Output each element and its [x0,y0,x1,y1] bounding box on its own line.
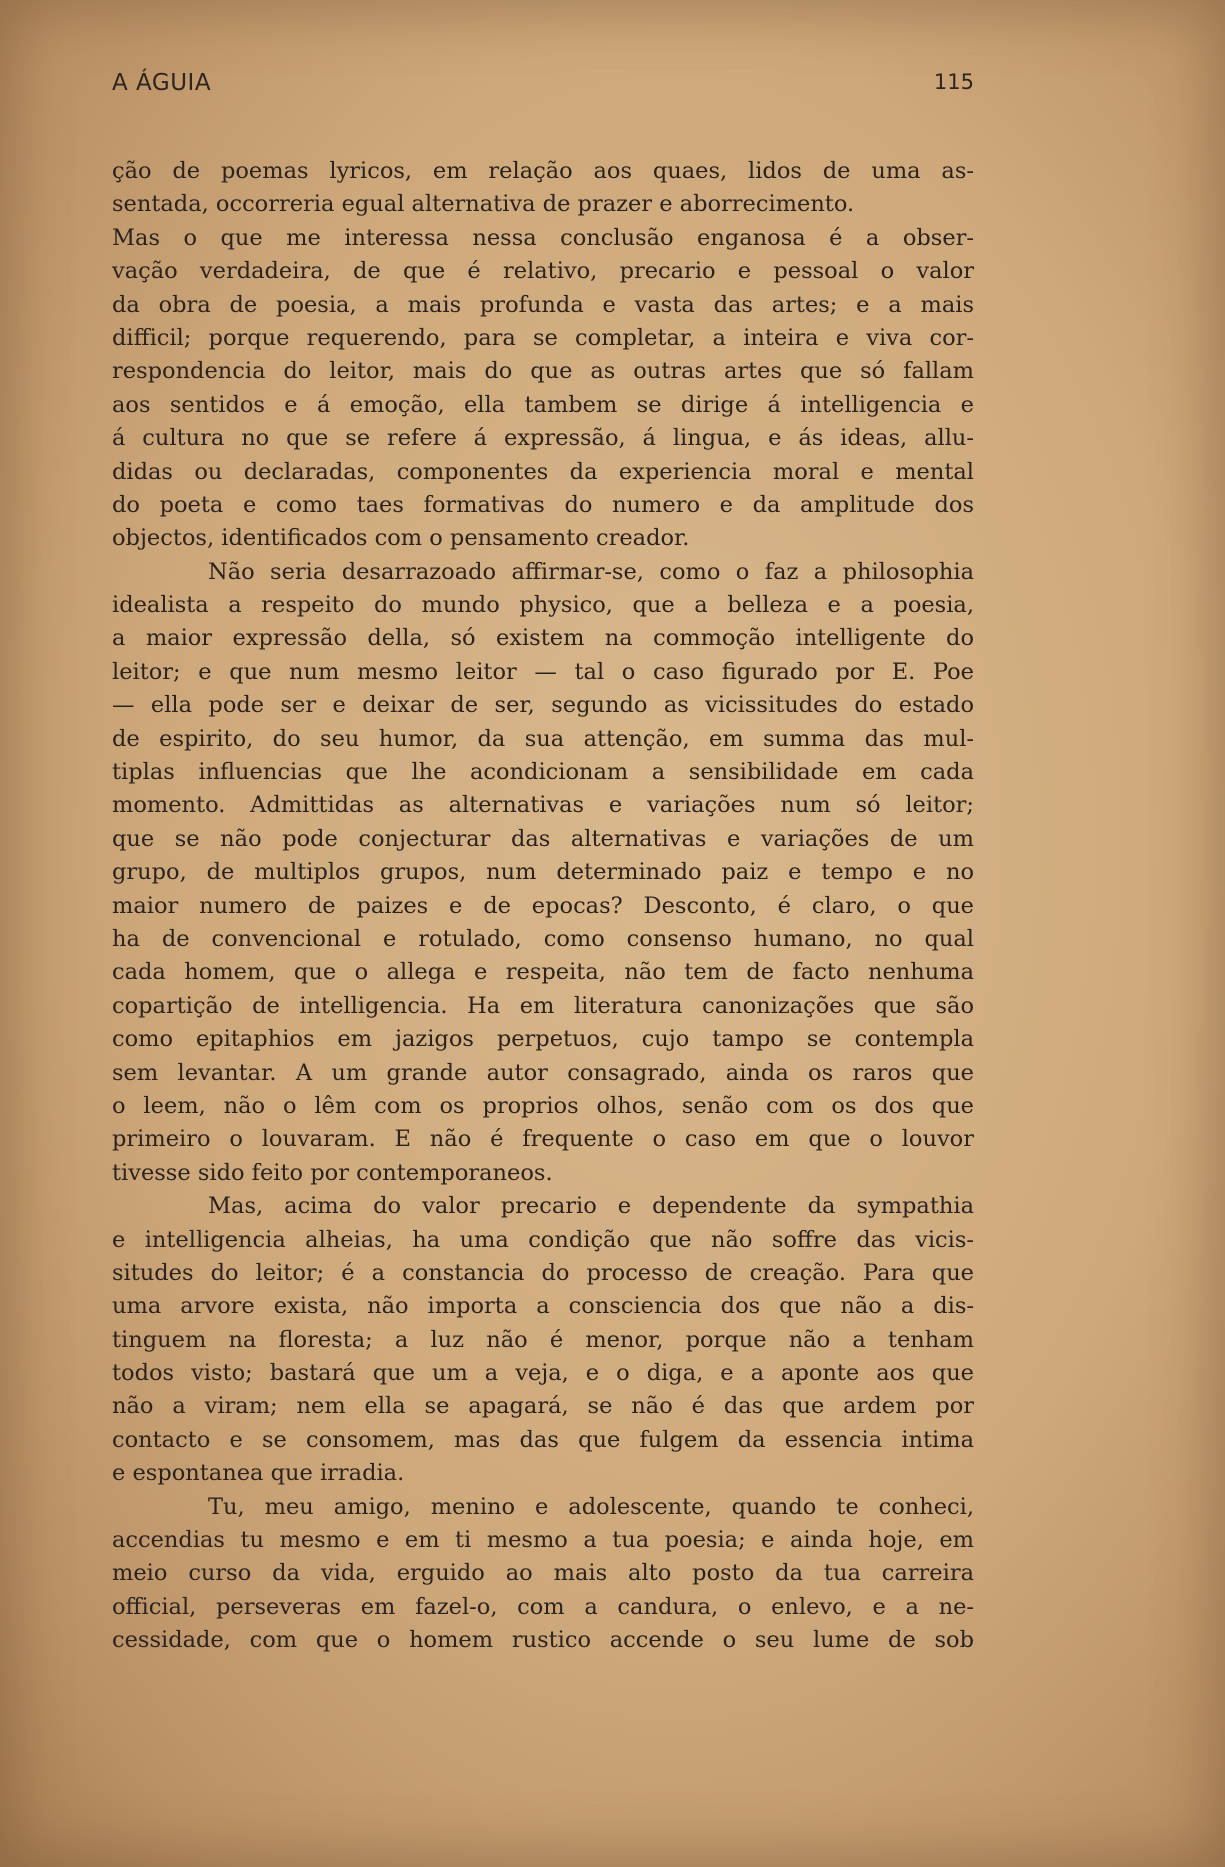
text-line: Mas, acima do valor precario e dependente da sympathia [208,1193,974,1220]
text-line: respondencia do leitor, mais do que as outras artes que só fallam [112,358,974,385]
text-line: á cultura no que se refere á expressão, á lingua, e ás ideas, allu- [112,425,974,452]
text-line: sem levantar. A um grande autor consagrado, ainda os raros que [112,1059,974,1086]
text-line: cessidade, com que o homem rustico accende o seu lume de sob [112,1627,974,1654]
text-line: contacto e se consomem, mas das que fulgem da essencia intima [112,1426,974,1453]
body-text [112,155,974,1658]
text-line: tinguem na floresta; a luz não é menor, porque não a tenham [112,1326,974,1353]
text-line: como epitaphios em jazigos perpetuos, cujo tampo se contempla [112,1026,974,1053]
text-line: ção de poemas lyricos, em relação aos quaes, lidos de uma as- [112,158,974,184]
text-line: vação verdadeira, de que é relativo, precario e pessoal o valor [112,258,974,285]
text-line: momento. Admittidas as alternativas e variações num só leitor; [112,792,974,819]
text-line: accendias tu mesmo e em ti mesmo a tua poesia; e ainda hoje, em [112,1527,974,1554]
text-line: Mas o que me interessa nessa conclusão enganosa é a obser- [112,224,974,251]
text-line: e espontanea que irradia. [112,1460,405,1487]
text-line: official, perseveras em fazel-o, com a candura, o enlevo, e a ne- [112,1593,974,1620]
text-line: todos visto; bastará que um a veja, e o diga, e a aponte aos que [112,1360,974,1387]
text-line: meio curso da vida, erguido ao mais alto posto da tua carreira [112,1560,974,1587]
text-line: de espirito, do seu humor, da sua attenção, em summa das mul- [112,725,974,752]
text-line: tivesse sido feito por contemporaneos. [112,1159,553,1186]
text-line: o leem, não o lêm com os proprios olhos, senão com os dos que [112,1092,974,1119]
text-line: da obra de poesia, a mais profunda e vasta das artes; e a mais [112,291,974,318]
text-line: sentada, occorreria egual alternativa de prazer e aborrecimento. [112,191,855,218]
page-header [112,70,974,104]
page-number: 115 [933,70,974,94]
text-line: que se não pode conjecturar das alternativas e variações de um [112,825,974,852]
text-line: copartição de intelligencia. Ha em literatura canonizações que são [112,992,974,1019]
text-line: objectos, identificados com o pensamento creador. [112,525,690,552]
text-line: uma arvore exista, não importa a consciencia dos que não a dis- [112,1293,974,1320]
text-line: grupo, de multiplos grupos, num determinado paiz e tempo e no [112,859,974,886]
text-line: maior numero de paizes e de epocas? Desconto, é claro, o que [112,892,974,919]
text-line: leitor; e que num mesmo leitor — tal o caso figurado por E. Poe [112,658,974,685]
running-head: A ÁGUIA [112,70,212,96]
text-line: Não seria desarrazoado affirmar-se, como o faz a philosophia [208,558,974,585]
text-line: não a viram; nem ella se apagará, se não é das que ardem por [112,1393,974,1420]
text-line: ha de convencional e rotulado, como consenso humano, no qual [112,925,974,952]
text-line: primeiro o louvaram. E não é frequente o caso em que o louvor [112,1126,974,1153]
text-line: difficil; porque requerendo, para se completar, a inteira e viva cor- [112,324,974,351]
text-line: idealista a respeito do mundo physico, que a belleza e a poesia, [112,592,974,619]
text-line: tiplas influencias que lhe acondicionam a sensibilidade em cada [112,759,974,786]
text-line: situdes do leitor; é a constancia do processo de creação. Para que [112,1259,974,1286]
text-line: — ella pode ser e deixar de ser, segundo as vicissitudes do estado [112,692,974,719]
text-line: didas ou declaradas, componentes da experiencia moral e mental [112,458,974,485]
text-line: e intelligencia alheias, ha uma condição que não soffre das vicis- [112,1226,974,1253]
text-line: a maior expressão della, só existem na commoção intelligente do [112,625,974,652]
text-line: cada homem, que o allega e respeita, não tem de facto nenhuma [112,959,974,986]
text-line: Tu, meu amigo, menino e adolescente, quando te conheci, [208,1493,974,1520]
text-line: aos sentidos e á emoção, ella tambem se dirige á intelligencia e [112,391,974,418]
text-line: do poeta e como taes formativas do numero e da amplitude dos [112,491,974,518]
